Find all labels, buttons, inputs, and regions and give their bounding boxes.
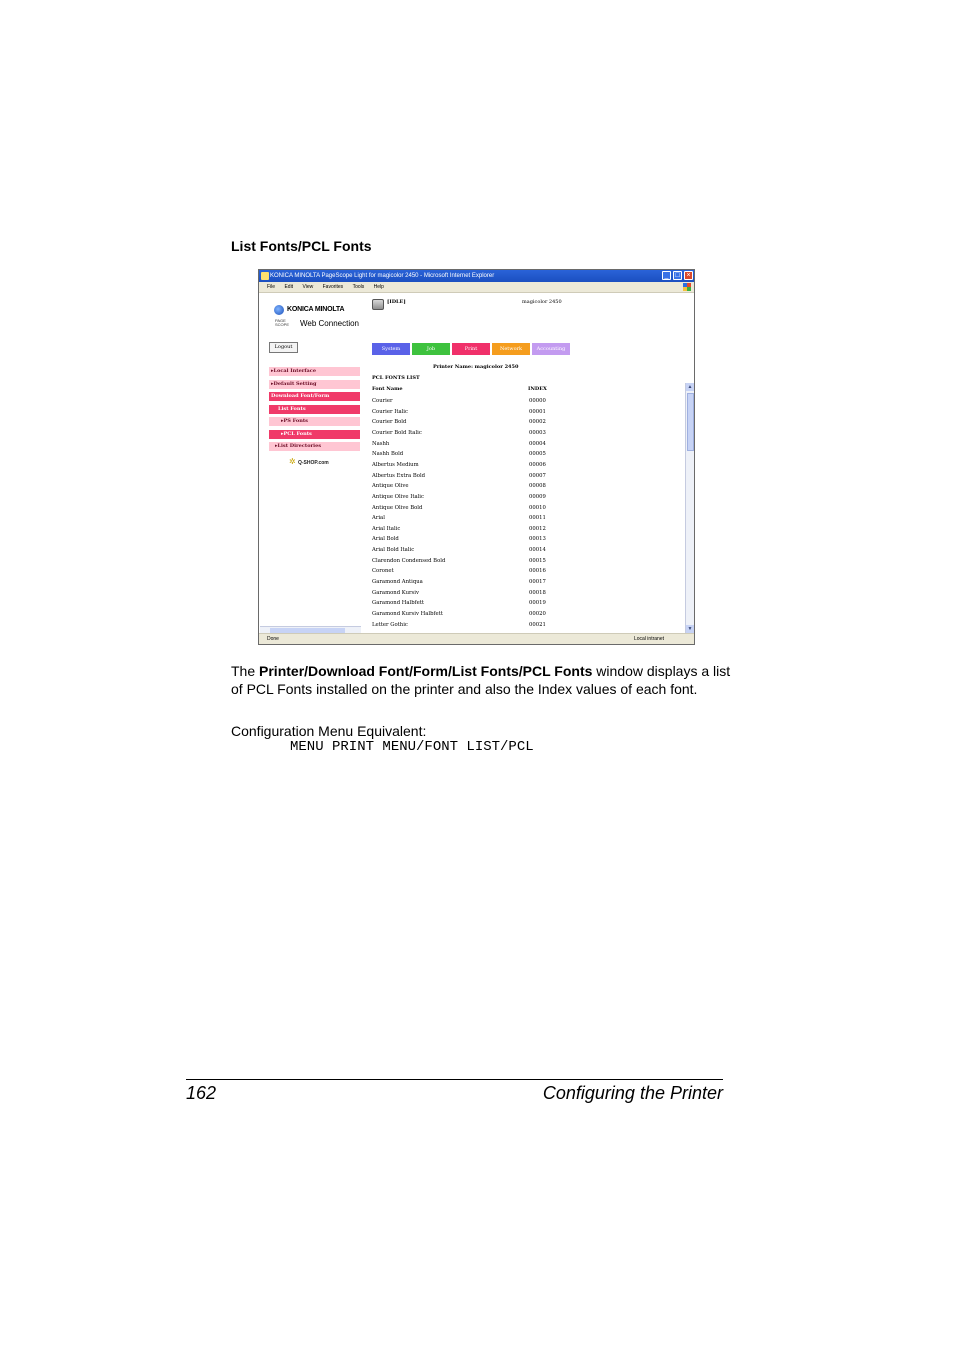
tab-job[interactable]: Job [412, 343, 450, 355]
page-content [259, 293, 694, 635]
printer-icon [372, 299, 384, 310]
font-index-cell: 00000 [529, 398, 546, 404]
font-index-cell: 00015 [529, 557, 546, 564]
page-number: 162 [186, 1083, 217, 1103]
font-name-cell: Courier Italic [372, 408, 408, 415]
printer-name: Printer Name: magicolor 2450 [433, 364, 519, 370]
scroll-thumb[interactable] [687, 393, 694, 451]
font-name-cell: Garamond Antiqua [372, 579, 423, 586]
font-name-cell: Albertus Extra Bold [372, 472, 426, 479]
font-index-cell: 00001 [529, 408, 546, 415]
menu-file[interactable]: File [267, 284, 276, 290]
table-row [372, 417, 572, 427]
logout-button[interactable]: Logout [269, 342, 298, 353]
status-done: Done [267, 636, 279, 642]
table-row [372, 566, 572, 576]
font-name-cell: Arial Bold Italic [372, 547, 415, 554]
printer-status: [IDLE] [387, 299, 406, 305]
sidebar-item-ps-fonts[interactable]: ▸PS Fonts [269, 417, 360, 426]
table-row [372, 471, 572, 481]
table-row [372, 513, 572, 523]
maximize-icon[interactable]: □ [673, 271, 682, 280]
table-row [372, 428, 572, 438]
sidebar-item-list-fonts[interactable]: List Fonts [269, 405, 360, 414]
menu-tools[interactable]: Tools [352, 284, 365, 290]
minimize-icon[interactable]: _ [662, 271, 671, 280]
menu-favorites[interactable]: Favorites [322, 284, 344, 290]
font-name-cell: Arial Bold [372, 536, 399, 543]
scroll-up-icon[interactable]: ▲ [687, 384, 693, 390]
window-title: KONICA MINOLTA PageScope Light for magicolor 2450 - Microsoft Internet Explorer [270, 273, 495, 279]
footer-rule [186, 1079, 723, 1080]
desc-post: window displays a list of PCL Fonts installed on the printer and also the Index values of each font. [231, 663, 731, 697]
web-connection-label: Web Connection [300, 319, 359, 328]
font-index-cell: 00010 [529, 504, 546, 511]
close-icon[interactable]: × [684, 271, 693, 280]
tab-network[interactable]: Network [492, 343, 530, 355]
list-title: PCL FONTS LIST [372, 375, 420, 381]
menu-edit[interactable]: Edit [284, 284, 294, 290]
table-row [372, 481, 572, 491]
font-name-cell: Garamond Halbfett [372, 600, 424, 607]
vertical-scrollbar[interactable] [685, 383, 694, 635]
font-name-cell: Arial Italic [372, 525, 401, 532]
table-row [372, 577, 572, 587]
font-name-cell: Courier Bold [372, 419, 407, 426]
font-name-cell: Arial [372, 515, 385, 522]
pagescope-mark: PAGE SCOPE [275, 318, 290, 327]
table-row [372, 534, 572, 544]
config-menu-path: MENU PRINT MENU/FONT LIST/PCL [290, 739, 534, 755]
table-row [372, 492, 572, 502]
brand-name: KONICA MINOLTA [287, 306, 345, 313]
font-name-cell: Courier Bold Italic [372, 429, 422, 436]
font-index-cell: 00002 [529, 419, 546, 426]
font-name-cell: Nashh [372, 440, 390, 447]
windows-logo-icon [683, 283, 691, 291]
font-index-cell: 00020 [529, 611, 546, 617]
font-index-cell: 00013 [529, 536, 546, 543]
column-font-name: Font Name [372, 386, 403, 392]
browser-screenshot [258, 269, 695, 645]
table-row [372, 460, 572, 470]
font-name-cell: Clarendon Condensed Bold [372, 557, 446, 564]
font-name-cell: Courier [372, 398, 393, 404]
table-row [372, 598, 572, 608]
font-index-cell: 00019 [529, 600, 546, 607]
font-name-cell: Letter Gothic [372, 621, 408, 628]
font-index-cell: 00016 [529, 568, 546, 575]
font-name-cell: Antique Olive [372, 483, 409, 490]
font-name-cell: Garamond Kursiv [372, 589, 419, 596]
table-row [372, 524, 572, 534]
column-index: INDEX [528, 386, 547, 392]
scroll-down-icon[interactable]: ▼ [687, 626, 693, 632]
font-index-cell: 00011 [529, 515, 546, 522]
menu-view[interactable]: View [302, 284, 314, 290]
font-name-cell: Garamond Kursiv Halbfett [372, 611, 443, 617]
table-row [372, 439, 572, 449]
table-row [372, 449, 572, 459]
tab-print[interactable]: Print [452, 343, 490, 355]
table-row [372, 545, 572, 555]
font-name-cell: Antique Olive Italic [372, 493, 424, 500]
sidebar-item-pcl-fonts[interactable]: ▸PCL Fonts [269, 430, 360, 439]
sidebar-item-local-interface[interactable]: ▸Local Interface [269, 367, 360, 376]
qshop-link[interactable]: Q-SHOP.com [298, 460, 329, 466]
sidebar-item-download-font-form[interactable]: Download Font/Form [269, 392, 360, 401]
font-name-cell: Nashh Bold [372, 451, 404, 458]
qshop-logo-icon: ✲ [289, 457, 296, 466]
font-index-cell: 00009 [529, 493, 546, 500]
font-index-cell: 00021 [529, 621, 546, 628]
desc-bold-path: Printer/Download Font/Form/List Fonts/PCL Fonts [259, 663, 593, 679]
table-row [372, 620, 572, 630]
browser-menubar [259, 282, 694, 293]
tab-system[interactable]: System [372, 343, 410, 355]
table-row [372, 556, 572, 566]
font-index-cell: 00018 [529, 589, 546, 596]
font-name-cell: Coronet [372, 568, 394, 575]
font-index-cell: 00007 [529, 472, 546, 479]
font-name-cell: Albertus Medium [372, 461, 419, 468]
font-index-cell: 00005 [529, 451, 546, 458]
font-index-cell: 00003 [529, 429, 546, 436]
printer-model: magicolor 2450 [522, 299, 562, 305]
font-name-cell: Antique Olive Bold [372, 504, 423, 511]
config-menu-label: Configuration Menu Equivalent: [231, 723, 427, 739]
menu-help[interactable]: Help [373, 284, 384, 290]
font-index-cell: 00004 [529, 440, 546, 447]
ie-icon [261, 272, 269, 280]
tab-accounting[interactable]: Accounting [532, 343, 570, 355]
table-row [372, 407, 572, 417]
font-index-cell: 00006 [529, 461, 546, 468]
sidebar-item-default-setting[interactable]: ▸Default Setting [269, 380, 360, 389]
table-row [372, 396, 572, 406]
status-zone: Local intranet [633, 636, 664, 642]
chapter-title: Configuring the Printer [542, 1083, 723, 1103]
browser-titlebar [259, 270, 694, 282]
font-index-cell: 00008 [529, 483, 546, 490]
table-row [372, 588, 572, 598]
font-index-cell: 00017 [529, 579, 546, 586]
browser-statusbar [259, 633, 694, 644]
desc-pre: The [231, 663, 260, 679]
section-heading: List Fonts/PCL Fonts [231, 238, 372, 254]
font-index-cell: 00012 [529, 525, 546, 532]
table-row [372, 609, 572, 619]
font-index-cell: 00014 [529, 547, 546, 554]
konica-logo-icon [274, 305, 284, 315]
sidebar-item-list-directories[interactable]: ▸List Directories [269, 442, 360, 451]
table-row [372, 503, 572, 513]
description-paragraph [231, 662, 731, 698]
